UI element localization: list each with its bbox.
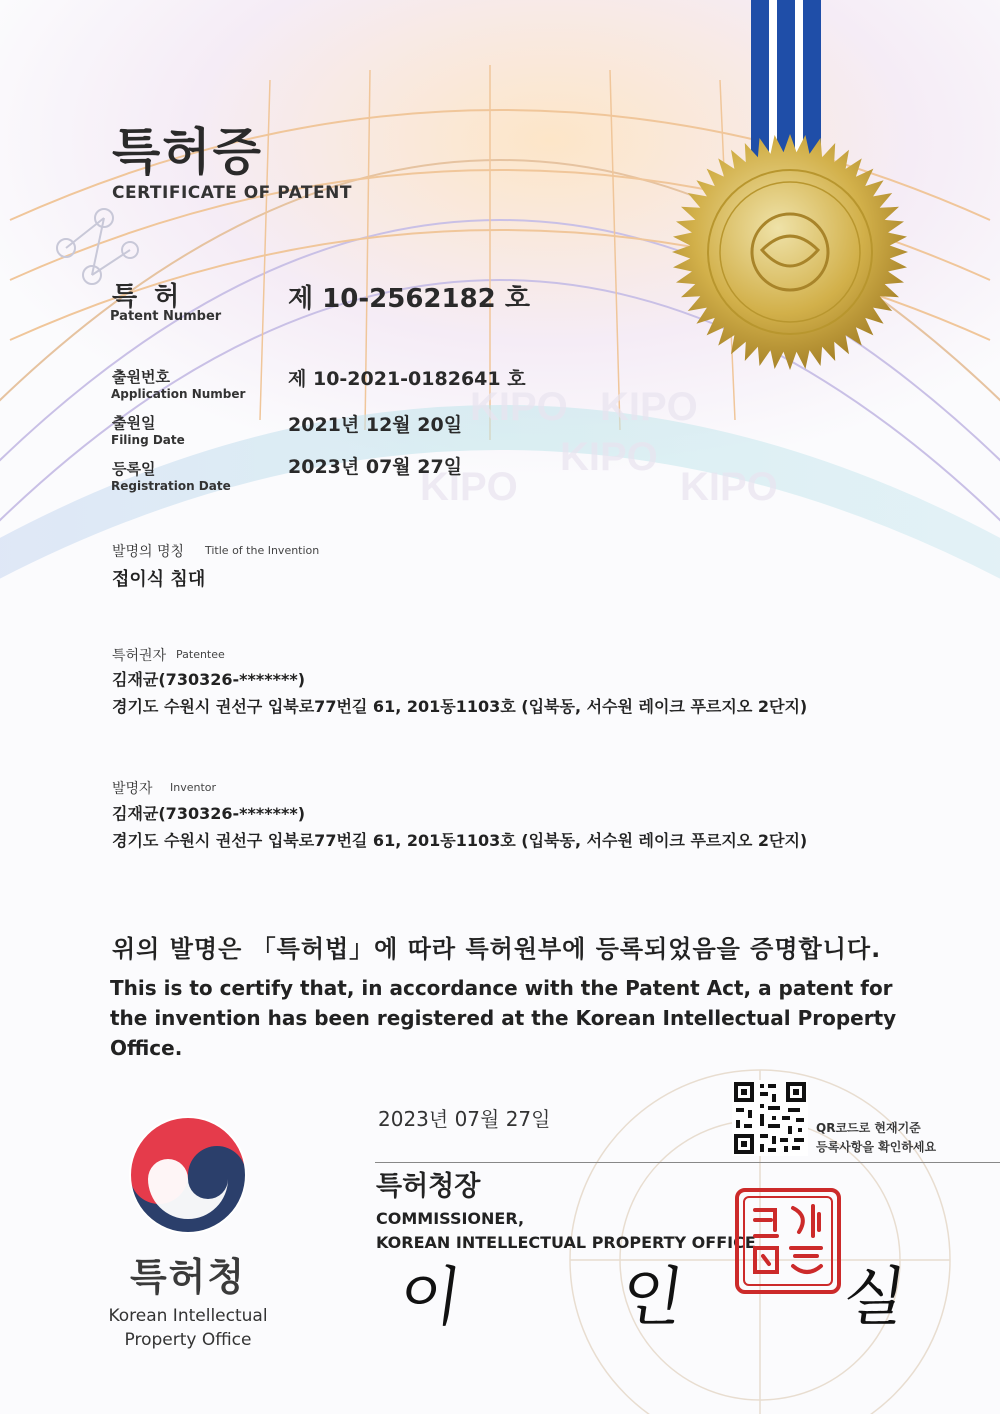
gold-seal xyxy=(670,132,910,372)
patentee-address: 경기도 수원시 권선구 입북로77번길 61, 201동1103호 (입북동, 서수원 레이크 푸르지오 2단지) xyxy=(112,697,808,716)
qr-code-icon[interactable] xyxy=(732,1080,808,1156)
official-stamp-icon xyxy=(733,1186,843,1296)
invention-label-en: Title of the Invention xyxy=(205,544,320,557)
document-subtitle: CERTIFICATE OF PATENT xyxy=(112,183,352,203)
office-name-ko: 특허청 xyxy=(129,1255,247,1299)
svg-text:KIPO: KIPO xyxy=(680,465,778,509)
patentee-name: 김재균(730326-*******) xyxy=(112,670,306,689)
svg-text:KIPO: KIPO xyxy=(420,465,518,509)
inventor-label: 발명자 xyxy=(112,781,153,797)
invention-title: 접이식 침대 xyxy=(112,569,206,590)
application-number: 제 10-2021-0182641 호 xyxy=(288,368,526,390)
inventor-address: 경기도 수원시 권선구 입북로77번길 61, 201동1103호 (입북동, 서수원 레이크 푸르지오 2단지) xyxy=(112,831,808,850)
invention-label: 발명의 명칭 xyxy=(112,544,185,560)
inventor-label-en: Inventor xyxy=(170,781,217,794)
certification-text-ko: 위의 발명은 「특허법」에 따라 특허원부에 등록되었음을 증명합니다. xyxy=(112,935,882,963)
application-label: 출원번호 xyxy=(112,368,170,386)
certification-text-en: This is to certify that, in accordance with the Patent Act, a patent for the invention has been registered at the Korean Intellectual Property Office. xyxy=(110,976,897,1060)
svg-text:KIPO: KIPO xyxy=(560,435,658,479)
office-name-en: Korean Intellectual Property Office xyxy=(108,1306,268,1350)
patent-number: 제 10-2562182 호 xyxy=(288,284,530,314)
inventor-name: 김재균(730326-*******) xyxy=(112,804,306,823)
patent-label-en: Patent Number xyxy=(110,309,222,324)
filing-date: 2021년 12월 20일 xyxy=(288,414,463,436)
kipo-logo-icon xyxy=(128,1115,248,1235)
document-title: 특허증 xyxy=(112,123,263,181)
filing-label-en: Filing Date xyxy=(111,433,185,447)
registration-date: 2023년 07월 27일 xyxy=(288,456,463,478)
registration-label-en: Registration Date xyxy=(111,479,231,493)
issue-date: 2023년 07월 27일 xyxy=(378,1107,551,1131)
divider xyxy=(375,1162,1000,1163)
qr-note: QR코드로 현재기준 등록사항을 확인하세요 xyxy=(816,1121,937,1154)
commissioner-title-ko: 특허청장 xyxy=(376,1171,481,1202)
svg-text:KIPO: KIPO xyxy=(600,385,698,429)
patent-label: 특 허 xyxy=(112,282,184,312)
patentee-label-en: Patentee xyxy=(176,648,225,661)
commissioner-signature: 이 인 실 xyxy=(393,1261,981,1335)
registration-label: 등록일 xyxy=(112,460,156,478)
application-label-en: Application Number xyxy=(111,387,246,401)
background-watermark: KIPO xyxy=(470,385,568,429)
commissioner-title-en: COMMISSIONER, KOREAN INTELLECTUAL PROPERTY OFFICE xyxy=(376,1209,756,1252)
patentee-label: 특허권자 xyxy=(112,648,167,664)
filing-label: 출원일 xyxy=(112,414,156,432)
